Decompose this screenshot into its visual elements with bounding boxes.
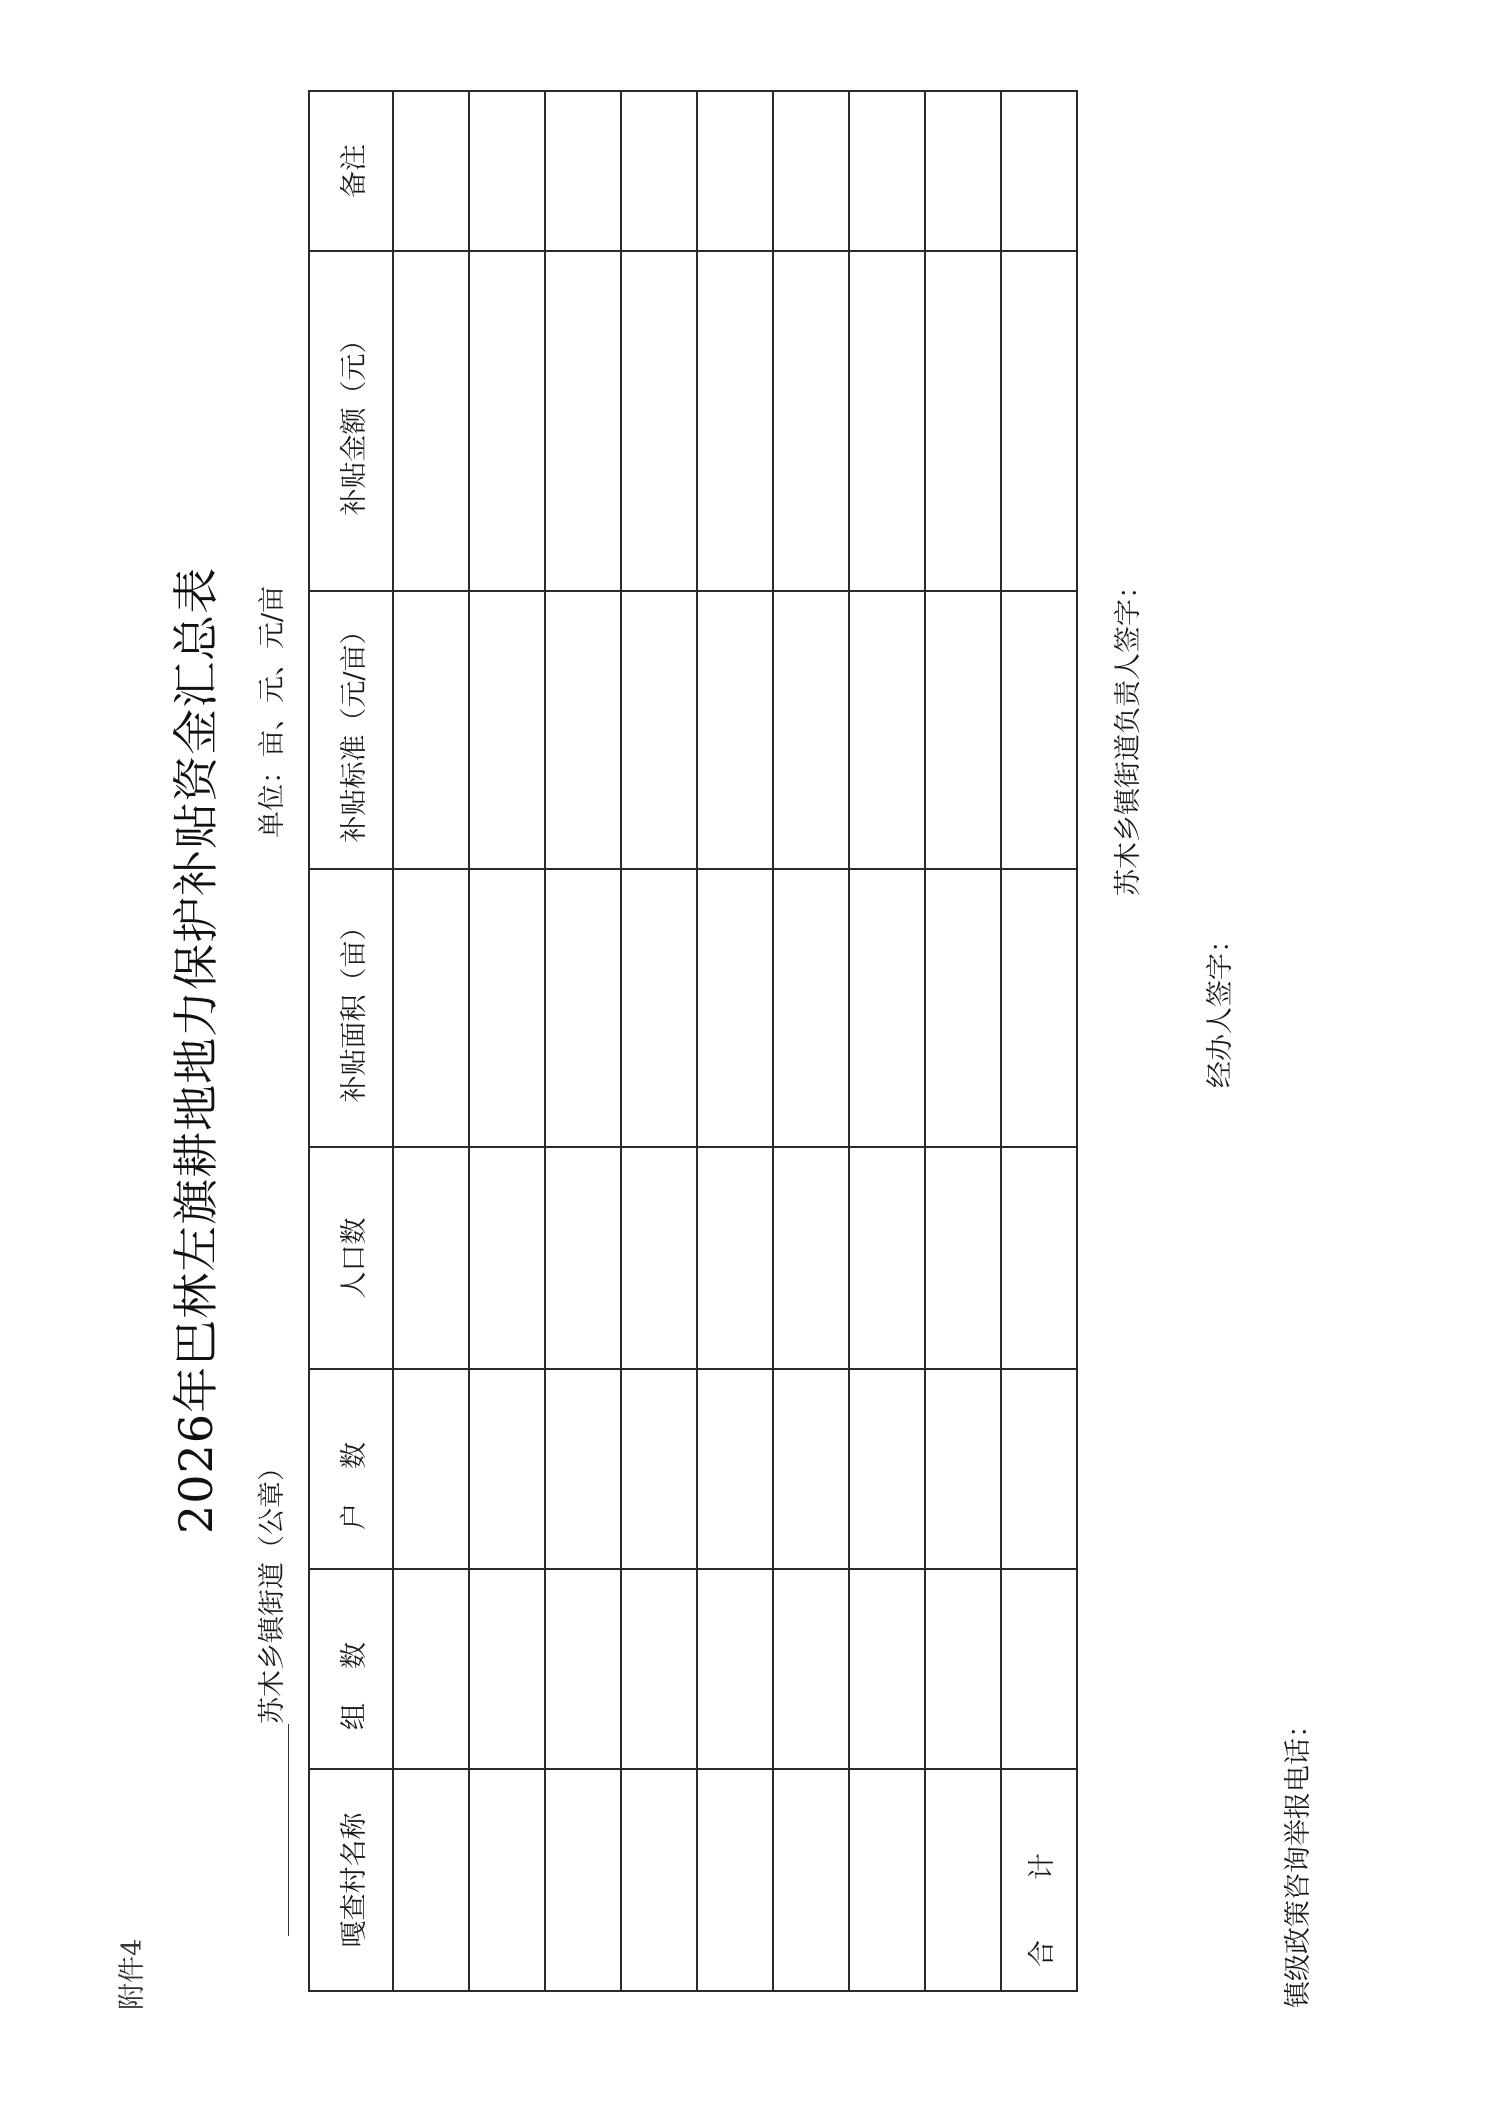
table-cell <box>849 91 925 251</box>
total-cell <box>1001 91 1077 251</box>
table-cell <box>621 251 697 591</box>
table-cell <box>697 251 773 591</box>
table-cell <box>697 591 773 869</box>
leader-signature-label: 苏木乡镇街道负责人签字： <box>1113 572 1144 896</box>
table-cell <box>545 1569 621 1769</box>
table-cell <box>849 1147 925 1369</box>
header-subsidy-amount: 补贴金额（元） <box>309 251 393 591</box>
unit-name-label: 苏木乡镇街道（公章） <box>257 1454 288 1724</box>
table-cell <box>925 251 1001 591</box>
table-cell <box>393 1769 469 1991</box>
units-label: 单位：亩、元、元/亩 <box>257 585 288 838</box>
table-cell <box>621 91 697 251</box>
table-cell <box>621 869 697 1147</box>
table-cell <box>697 91 773 251</box>
table-cell <box>849 869 925 1147</box>
table-row <box>469 91 545 1991</box>
table-row <box>545 91 621 1991</box>
table-cell <box>773 1147 849 1369</box>
table-cell <box>393 251 469 591</box>
header-population: 人口数 <box>309 1147 393 1369</box>
table-cell <box>393 1369 469 1569</box>
document-title: 2026年巴林左旗耕地地力保护补贴资金汇总表 <box>169 566 223 1534</box>
header-remarks: 备注 <box>309 91 393 251</box>
table-cell <box>469 1769 545 1991</box>
table-cell <box>393 91 469 251</box>
table-cell <box>469 1569 545 1769</box>
table-cell <box>469 869 545 1147</box>
table-row <box>697 91 773 1991</box>
table-cell <box>621 1769 697 1991</box>
table-cell <box>697 869 773 1147</box>
table-cell <box>545 869 621 1147</box>
table-cell <box>849 1769 925 1991</box>
unit-name-underline <box>288 1724 289 1936</box>
table-cell <box>393 869 469 1147</box>
table-row <box>393 91 469 1991</box>
table-cell <box>545 591 621 869</box>
table-cell <box>849 1569 925 1769</box>
table-cell <box>925 1147 1001 1369</box>
table-cell <box>469 91 545 251</box>
table-cell <box>621 1569 697 1769</box>
table-cell <box>697 1147 773 1369</box>
table-row <box>773 91 849 1991</box>
header-household-count: 户数 <box>309 1369 393 1569</box>
table-row <box>849 91 925 1991</box>
table-cell <box>621 1147 697 1369</box>
subsidy-summary-table <box>308 90 1078 1992</box>
table-cell <box>773 591 849 869</box>
table-cell <box>469 1369 545 1569</box>
table-row <box>621 91 697 1991</box>
table-cell <box>773 251 849 591</box>
table-cell <box>545 91 621 251</box>
table-cell <box>925 1569 1001 1769</box>
table-cell <box>393 591 469 869</box>
total-cell <box>1001 591 1077 869</box>
table-cell <box>545 1147 621 1369</box>
total-cell <box>1001 251 1077 591</box>
table-cell <box>469 591 545 869</box>
table-cell <box>545 251 621 591</box>
table-cell <box>393 1569 469 1769</box>
total-cell <box>1001 1147 1077 1369</box>
table-cell <box>849 591 925 869</box>
total-cell <box>1001 869 1077 1147</box>
handler-signature-label: 经办人签字： <box>1205 926 1236 1088</box>
table-cell <box>393 1147 469 1369</box>
table-total-row <box>1001 91 1077 1991</box>
table-cell <box>697 1769 773 1991</box>
table-cell <box>849 251 925 591</box>
table-cell <box>925 91 1001 251</box>
total-cell <box>1001 1569 1077 1769</box>
table-cell <box>697 1569 773 1769</box>
hotline-label: 镇级政策咨询举报电话： <box>1283 1711 1314 2008</box>
total-cell <box>1001 1369 1077 1569</box>
total-label-cell: 合计 <box>1001 1769 1077 1991</box>
table-cell <box>773 1769 849 1991</box>
table-cell <box>925 869 1001 1147</box>
table-cell <box>469 251 545 591</box>
table-cell <box>773 1569 849 1769</box>
table-header-row <box>309 91 393 1991</box>
table-cell <box>773 869 849 1147</box>
table-cell <box>545 1769 621 1991</box>
header-subsidy-standard: 补贴标准（元/亩） <box>309 591 393 869</box>
table-cell <box>925 591 1001 869</box>
table-cell <box>773 91 849 251</box>
header-village-name: 嘎查村名称 <box>309 1769 393 1991</box>
attachment-label: 附件4 <box>117 1938 148 2010</box>
header-group-count: 组数 <box>309 1569 393 1769</box>
table-cell <box>697 1369 773 1569</box>
table-row <box>925 91 1001 1991</box>
table-cell <box>621 591 697 869</box>
table-cell <box>545 1369 621 1569</box>
table-cell <box>849 1369 925 1569</box>
table-cell <box>925 1369 1001 1569</box>
header-subsidy-area: 补贴面积（亩） <box>309 869 393 1147</box>
table-cell <box>621 1369 697 1569</box>
table-cell <box>469 1147 545 1369</box>
table-cell <box>773 1369 849 1569</box>
table-cell <box>925 1769 1001 1991</box>
